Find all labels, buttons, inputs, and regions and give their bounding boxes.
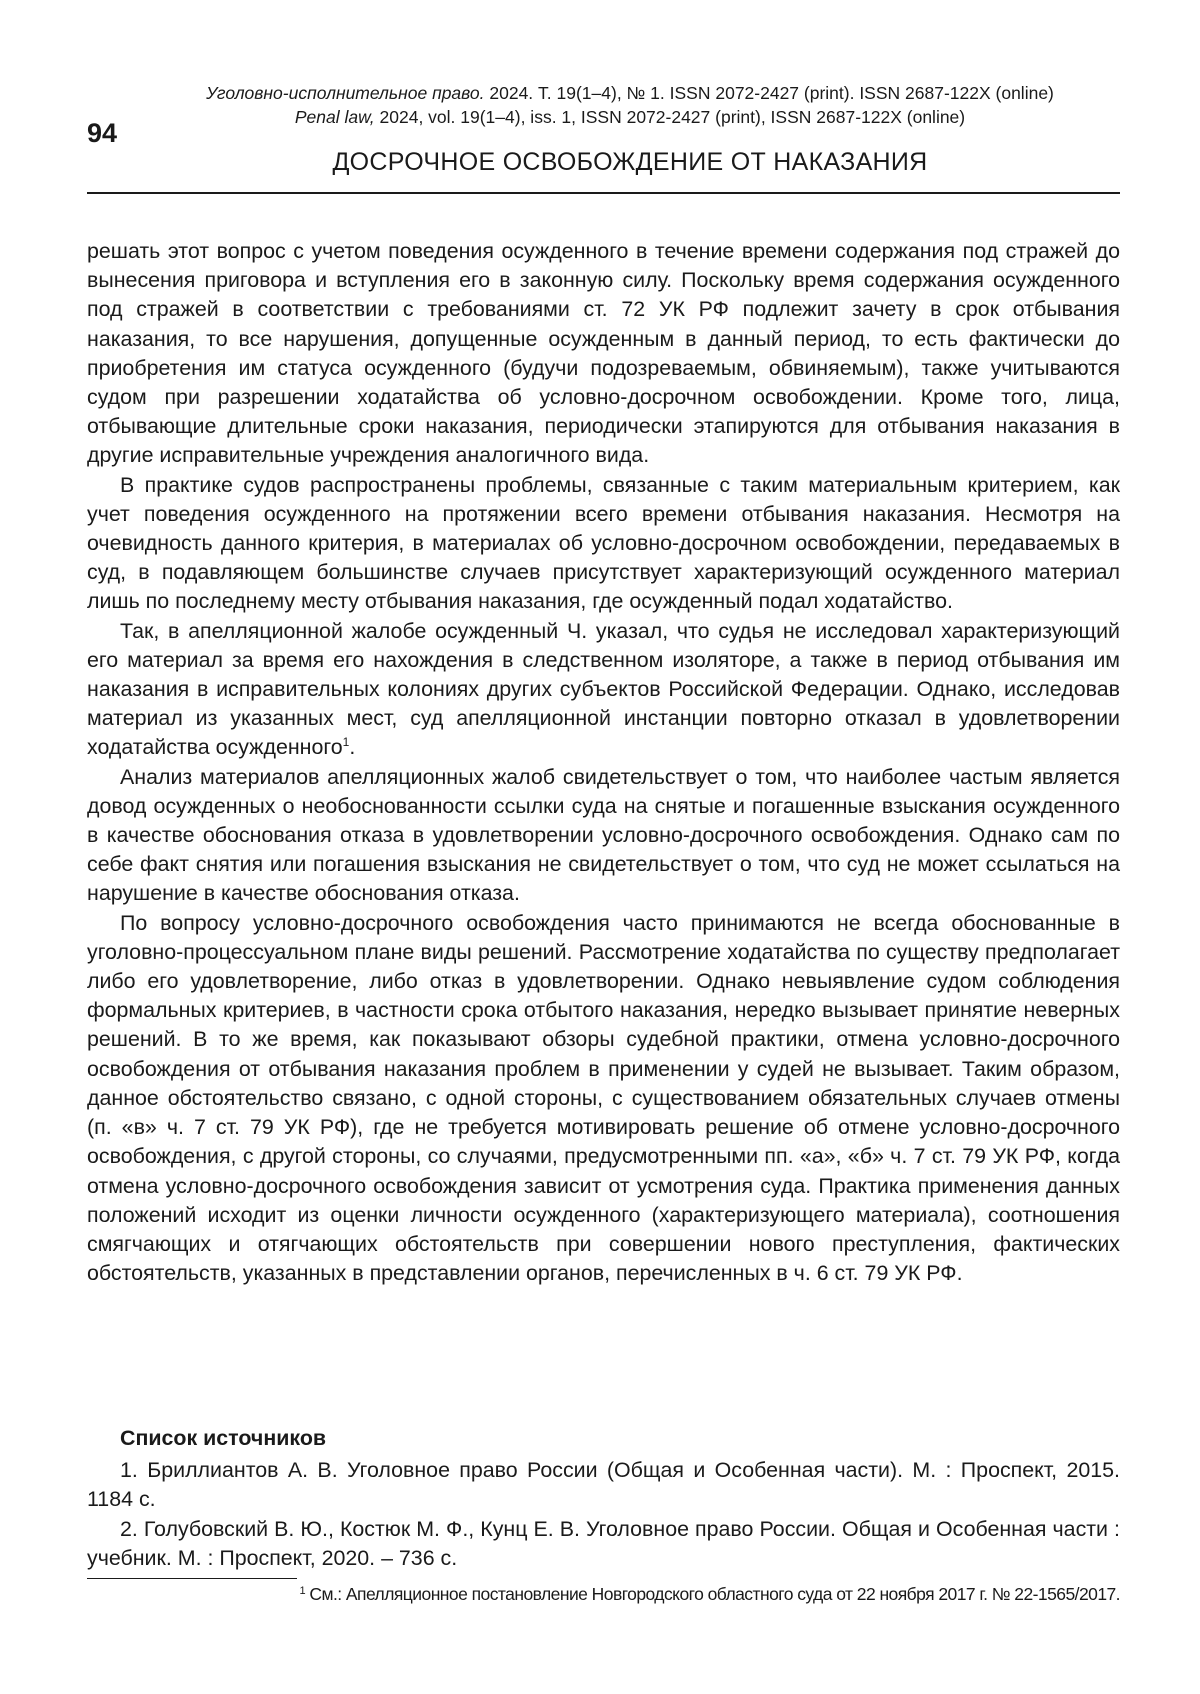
paragraph-3-text: Так, в апелляционной жалобе осужденный Ч. указал, что судья не исследовал характеризующий его материал за время его нахождения в следственном изоляторе, а также в период отбывания им наказания в исправительных колониях других субъектов Российской Федерации. Однако, исследовав материал из указанных мест, суд апелляционной инстанции повторно отказал в удовлетворении ходатайства осужденного xyxy=(87,619,1120,760)
journal-title-ru: Уголовно-исполнительное право. xyxy=(206,83,484,103)
reference-item: 2. Голубовский В. Ю., Костюк М. Ф., Кунц Е. В. Уголовное право России. Общая и Особенная части : учебник. М. : Проспект, 2020. – 736 с. xyxy=(87,1515,1120,1573)
paragraph-3-end: . xyxy=(349,735,355,759)
footnote-marker: 1 xyxy=(343,735,350,749)
section-title: ДОСРОЧНОЕ ОСВОБОЖДЕНИЕ ОТ НАКАЗАНИЯ xyxy=(90,148,1170,177)
journal-title-en: Penal law, xyxy=(295,107,375,127)
article-body xyxy=(87,237,1120,1288)
journal-details-en: 2024, vol. 19(1–4), iss. 1, ISSN 2072-2427 (print), ISSN 2687-122X (online) xyxy=(375,107,965,127)
paragraph-2: В практике судов распространены проблемы, связанные с таким материальным критерием, как учет поведения осужденного на протяжении всего времени отбывания наказания. Несмотря на очевидность данного критерия, в материалах об условно-досрочном освобождении, передаваемых в суд, в подавляющем большинстве случаев присутствует характеризующий осужденного материал лишь по последнему месту отбывания наказания, где осужденный подал ходатайство. xyxy=(87,471,1120,617)
references xyxy=(87,1424,1120,1573)
paragraph-3 xyxy=(87,617,1120,763)
footnote xyxy=(87,1583,1120,1605)
journal-citation-en xyxy=(90,106,1170,128)
journal-details-ru: 2024. Т. 19(1–4), № 1. ISSN 2072-2427 (print). ISSN 2687-122X (online) xyxy=(485,83,1054,103)
page-number: 94 xyxy=(87,118,117,149)
footnote-number: 1 xyxy=(300,1585,306,1597)
journal-citation-ru xyxy=(90,82,1170,104)
reference-item: 1. Бриллиантов А. В. Уголовное право России (Общая и Особенная части). М. : Проспект, 2015. 1184 с. xyxy=(87,1456,1120,1514)
paragraph-5: По вопросу условно-досрочного освобождения часто принимаются не всегда обоснованные в уголовно-процессуальном плане виды решений. Рассмотрение ходатайства по существу предполагает либо его удовлетворение, либо отказ в удовлетворении. Однако невыявление судом соблюдения формальных критериев, в частности срока отбытого наказания, нередко вызывает принятие неверных решений. В то же время, как показывают обзоры судебной практики, отмена условно-досрочного освобождения от отбывания наказания проблем в применении у судей не вызывает. Таким образом, данное обстоятельство связано, с одной стороны, с существованием обязательных случаев отмены (п. «в» ч. 7 ст. 79 УК РФ), где не требуется мотивировать решение об отмене условно-досрочного освобождения, с другой стороны, со случаями, предусмотренными пп. «а», «б» ч. 7 ст. 79 УК РФ, когда отмена условно-досрочного освобождения зависит от усмотрения суда. Практика применения данных положений исходит из оценки личности осужденного (характеризующего материала), соотношения смягчающих и отягчающих обстоятельств при совершении нового преступления, фактических обстоятельств, указанных в представлении органов, перечисленных в ч. 6 ст. 79 УК РФ. xyxy=(87,909,1120,1289)
footnote-text: См.: Апелляционное постановление Новгородского областного суда от 22 ноября 2017 г. № 22-1565/2017. xyxy=(305,1584,1120,1604)
paragraph-1: решать этот вопрос с учетом поведения осужденного в течение времени содержания под стражей до вынесения приговора и вступления его в законную силу. Поскольку время содержания осужденного под стражей в соответствии с требованиями ст. 72 УК РФ подлежит зачету в срок отбывания наказания, то все нарушения, допущенные осужденным в данный период, то есть фактически до приобретения им статуса осужденного (будучи подозреваемым, обвиняемым), также учитываются судом при разрешении ходатайства об условно-досрочном освобождении. Кроме того, лица, отбывающие длительные сроки наказания, периодически этапируются для отбывания наказания в другие исправительные учреждения аналогичного вида. xyxy=(87,237,1120,471)
footnote-divider xyxy=(87,1578,297,1579)
paragraph-4: Анализ материалов апелляционных жалоб свидетельствует о том, что наиболее частым является довод осужденных о необоснованности ссылки суда на снятые и погашенные взыскания осужденного в качестве обоснования отказа в удовлетворении условно-досрочного освобождения. Однако сам по себе факт снятия или погашения взыскания не свидетельствует о том, что суд не может ссылаться на нарушение в качестве обоснования отказа. xyxy=(87,763,1120,909)
references-heading: Список источников xyxy=(120,1424,1120,1453)
header-divider xyxy=(87,192,1120,194)
